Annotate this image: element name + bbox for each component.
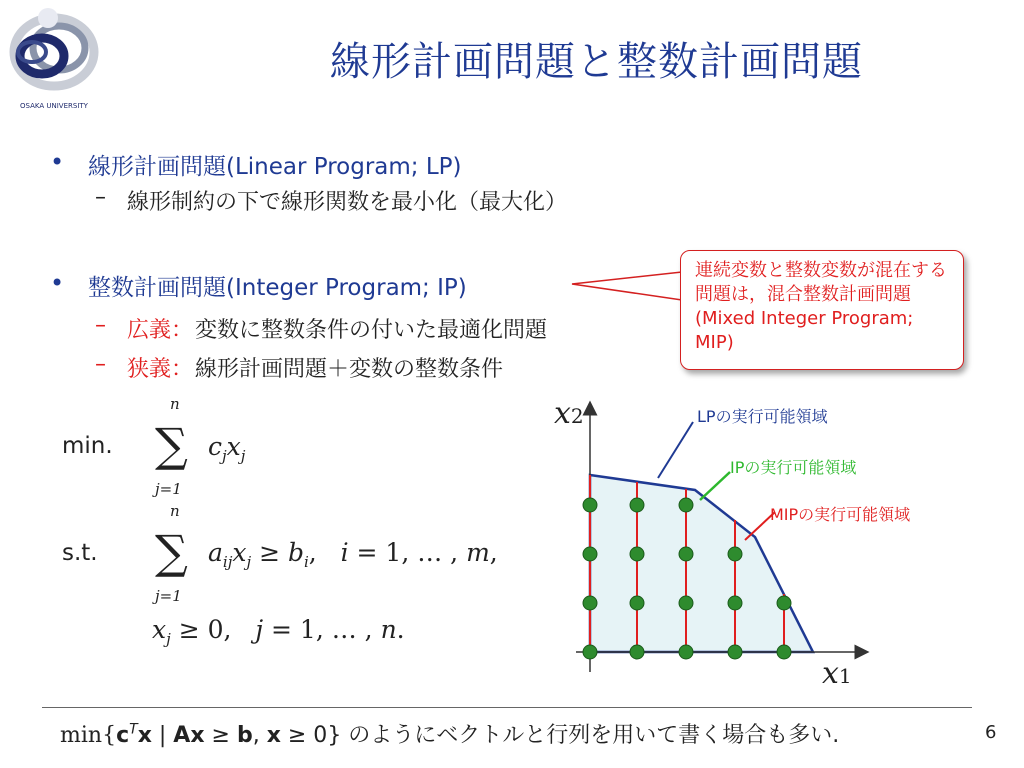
y-axis-label: x2 [554,396,584,431]
page-number: 6 [985,722,997,743]
ip-point [728,596,742,610]
sum-sign-1: ∑ [155,418,188,472]
footer-note: $\min\{c^Tx$ | Ax ≥ b, x ≥ 0} のようにベクトルと行列を用いて書く場合も多い. [60,721,840,748]
osaka-university-logo [4,4,104,116]
feasible-region-plot [545,390,975,700]
ip-point [777,596,791,610]
callout-text: 連続変数と整数変数が混在する問題は，混合整数計画問題(Mixed Integer Program; MIP) [695,260,947,353]
ip-point [630,498,644,512]
ip-point [630,596,644,610]
narrow-label: 狭義： [127,357,194,382]
nonnegativity-expression: $x_j \ge 0$, j = 1, … , n. [152,615,405,648]
st-label: s.t. [62,540,98,566]
bullet-dot: • [50,148,65,176]
sum-sign-2: ∑ [155,525,188,579]
ip-region-label: IPの実行可能領域 [730,458,857,477]
broad-definition: 変数に整数条件の付いた最適化問題 [195,318,548,343]
ip-point [583,596,597,610]
min-label: min. [62,433,113,459]
broad-label: 広義： [127,318,194,343]
lp-region-label: LPの実行可能領域 [697,407,828,426]
callout-pointer [570,270,685,310]
ip-point [583,547,597,561]
footer-divider [42,707,972,708]
mip-region-label: MIPの実行可能領域 [770,505,911,524]
dash-marker: – [95,185,106,210]
ip-label-leader [700,472,730,500]
sum-upper-1: n [170,395,180,413]
bullet-dot: • [50,269,65,297]
logo-text: OSAKA UNIVERSITY [20,102,88,110]
lp-label-leader [658,422,693,478]
narrow-definition: 線形計画問題＋変数の整数条件 [195,357,504,382]
ip-point [630,547,644,561]
dash-marker: – [95,352,106,377]
ip-point [728,547,742,561]
constraint-expression: $a_{ij}x_j \ge b_i$, i = 1, … , m, [208,538,498,571]
ip-point [583,498,597,512]
bullet-lp: 線形計画問題(Linear Program; LP) [88,154,462,180]
sum-lower-1: j=1 [155,480,182,498]
ip-point [777,645,791,659]
sum-lower-2: j=1 [155,587,182,605]
ip-point [679,547,693,561]
sum-upper-2: n [170,502,180,520]
slide-title: 線形計画問題と整数計画問題 [330,39,863,85]
bullet-ip: 整数計画問題(Integer Program; IP) [88,275,467,301]
objective-expression: $c_jx_j$ [208,432,246,465]
x-axis-label: x1 [822,656,852,691]
ip-point [679,596,693,610]
mip-callout [680,250,964,370]
ip-point [679,645,693,659]
bullet-lp-sub: 線形制約の下で線形関数を最小化（最大化） [127,190,568,215]
dash-marker: – [95,313,106,338]
ip-point [583,645,597,659]
ip-point [630,645,644,659]
ip-point [728,645,742,659]
ip-point [679,498,693,512]
